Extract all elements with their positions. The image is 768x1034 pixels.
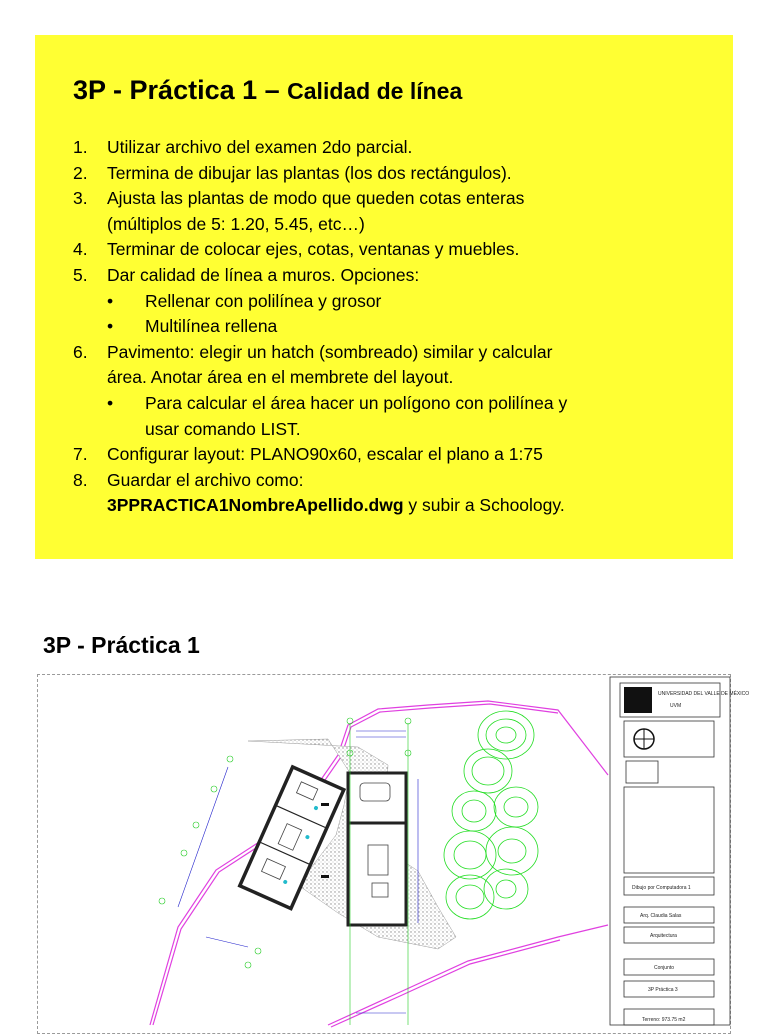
steps-list — [73, 135, 713, 519]
step-bullet: • Para calcular el área hacer un polígono con polilínea y usar comando LIST. — [107, 392, 568, 439]
plan-slide-title: 3P - Práctica 1 — [43, 632, 200, 658]
svg-text:Dibujo por Computadora 1: Dibujo por Computadora 1 — [632, 885, 691, 891]
svg-text:UVM: UVM — [670, 703, 682, 709]
step-item: 7. Configurar layout: PLANO90x60, escalar el plano a 1:75 — [73, 444, 543, 465]
svg-text:Arquitectura: Arquitectura — [650, 933, 677, 939]
step-item: 1. Utilizar archivo del examen 2do parcial. — [73, 137, 413, 157]
title-block — [610, 677, 749, 1025]
tree-symbols — [444, 711, 538, 919]
step-item: 2. Termina de dibujar las plantas (los dos rectángulos). — [73, 162, 512, 183]
svg-text:3P Práctica 3: 3P Práctica 3 — [648, 987, 678, 993]
svg-text:Terreno: 973.75 m2: Terreno: 973.75 m2 — [642, 1017, 686, 1023]
step-item: 4. Terminar de colocar ejes, cotas, ventanas y muebles. — [73, 239, 520, 260]
step-item: 5. Dar calidad de línea a muros. Opciones: — [73, 264, 420, 285]
plan-drawing — [38, 675, 750, 1025]
step-item: 3. Ajusta las plantas de modo que queden cotas enteras (múltiplos de 5: 1.20, 5.45, etc…) — [73, 188, 525, 234]
svg-text:Conjunto: Conjunto — [654, 965, 675, 971]
slide-title: 3P - Práctica 1 – Calidad de línea — [73, 75, 463, 105]
svg-text:Arq. Claudia Salas: Arq. Claudia Salas — [640, 913, 682, 919]
instructions-slide — [35, 35, 733, 559]
svg-text:UNIVERSIDAD DEL VALLE DE MÉXIC: UNIVERSIDAD DEL VALLE DE MÉXICO — [658, 691, 750, 697]
step-item: 6. Pavimento: elegir un hatch (sombreado) similar y calcular área. Anotar área en el membrete del layout. — [73, 341, 553, 388]
university-logo-icon — [624, 687, 652, 713]
architectural-plan — [37, 674, 750, 1034]
step-bullet: • Rellenar con polilínea y grosor — [107, 290, 382, 311]
step-item: 8. Guardar el archivo como: 3PPRACTICA1NombreApellido.dwg y subir a Schoology. — [73, 469, 565, 516]
step-bullet: • Multilínea rellena — [107, 316, 278, 337]
